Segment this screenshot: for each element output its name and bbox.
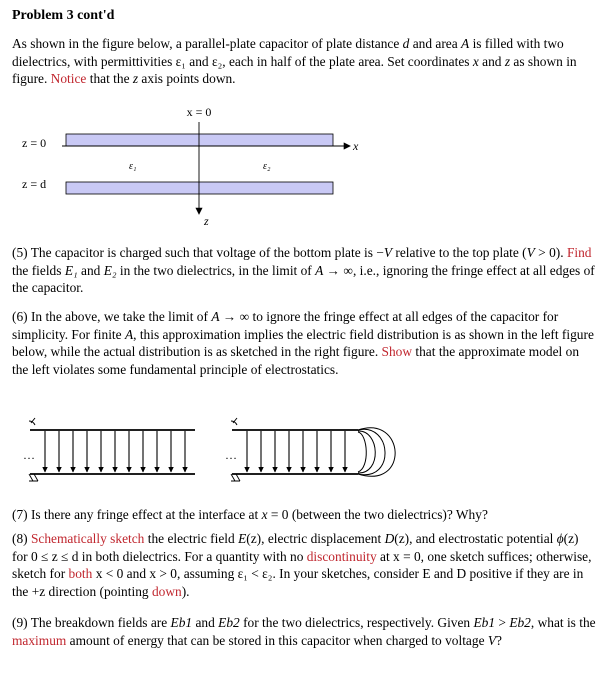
- question-7: (7) Is there any fringe effect at the interface at x = 0 (between the two dielectrics)? Why?: [12, 507, 488, 522]
- question-5: (5) The capacitor is charged such that voltage of the bottom plate is −V relative to the top plate (V > 0). Find the fields E₁ and E₂ in the two dielectrics, in the limit of A → ∞, i.e., ignoring the fringe effect at all edges of the capacitor.: [12, 245, 595, 296]
- find-highlight: Find: [566, 245, 592, 260]
- x-axis-label: x: [353, 139, 359, 153]
- eps2-label: ε₂: [263, 161, 271, 172]
- dots-left: …: [23, 448, 35, 462]
- actual-field-figure: [225, 418, 395, 481]
- down-highlight: down: [151, 583, 182, 599]
- both-highlight: both: [68, 566, 93, 582]
- fringe-field-lines: [358, 428, 395, 476]
- approx-field-figure: [23, 418, 195, 481]
- question-8: (8) Schematically sketch the electric field E(z), electric displacement D(z), and electrostatic potential ϕ(z) for 0 ≤ z ≤ d in both dielectrics. For a quantity with no discontinuity at x = 0, one sketch suffices; otherwise, sketch for both x < 0 and x > 0, assuming ε₁ < ε₂. In your sketches, consider E and D positive if they are in the +z direction (pointing down).: [12, 531, 592, 599]
- field-figures: [0, 410, 610, 490]
- capacitor-figure: [0, 100, 610, 228]
- show-highlight: Show: [381, 344, 413, 360]
- z0-label: z = 0: [22, 136, 47, 150]
- bottom-plate: [66, 182, 333, 194]
- z-axis-label: z: [204, 214, 209, 228]
- dots-right: …: [225, 448, 237, 462]
- eps1-label: ε₁: [129, 161, 137, 172]
- approx-field-lines: [45, 431, 185, 472]
- maximum-highlight: maximum: [12, 632, 67, 648]
- question-9: (9) The breakdown fields are Eb1 and Eb2 for the two dielectrics, respectively. Given Eb1 > Eb2, what is the maximum amount of energy that can be stored in this capacitor when charged to voltage V?: [12, 615, 596, 648]
- actual-field-lines: [247, 431, 345, 472]
- discontinuity-highlight: discontinuity: [306, 548, 377, 564]
- sketch-highlight: Schematically sketch: [30, 531, 145, 546]
- zd-label: z = d: [22, 177, 47, 191]
- intro-paragraph: As shown in the figure below, a parallel-plate capacitor of plate distance d and area A is filled with two dielectrics, with permittivities ε₁ and ε₂, each in half of the plate area. Set coordinates x and z as shown in figure. Notice that the z axis points down.: [12, 36, 577, 87]
- top-plate: [66, 134, 333, 146]
- notice-highlight: Notice: [50, 71, 87, 87]
- problem-title: Problem 3 cont'd: [12, 8, 115, 23]
- x0-label: x = 0: [186, 105, 212, 119]
- question-6: (6) In the above, we take the limit of A → ∞ to ignore the fringe effect at all edges of the capacitor for simplicity. For finite A, this approximation implies the electric field distribution is as shown in the left figure below, while the actual distribution is as sketched in the right figure. Show that the approximate model on the left violates some fundamental principle of electrostatics.: [12, 309, 594, 377]
